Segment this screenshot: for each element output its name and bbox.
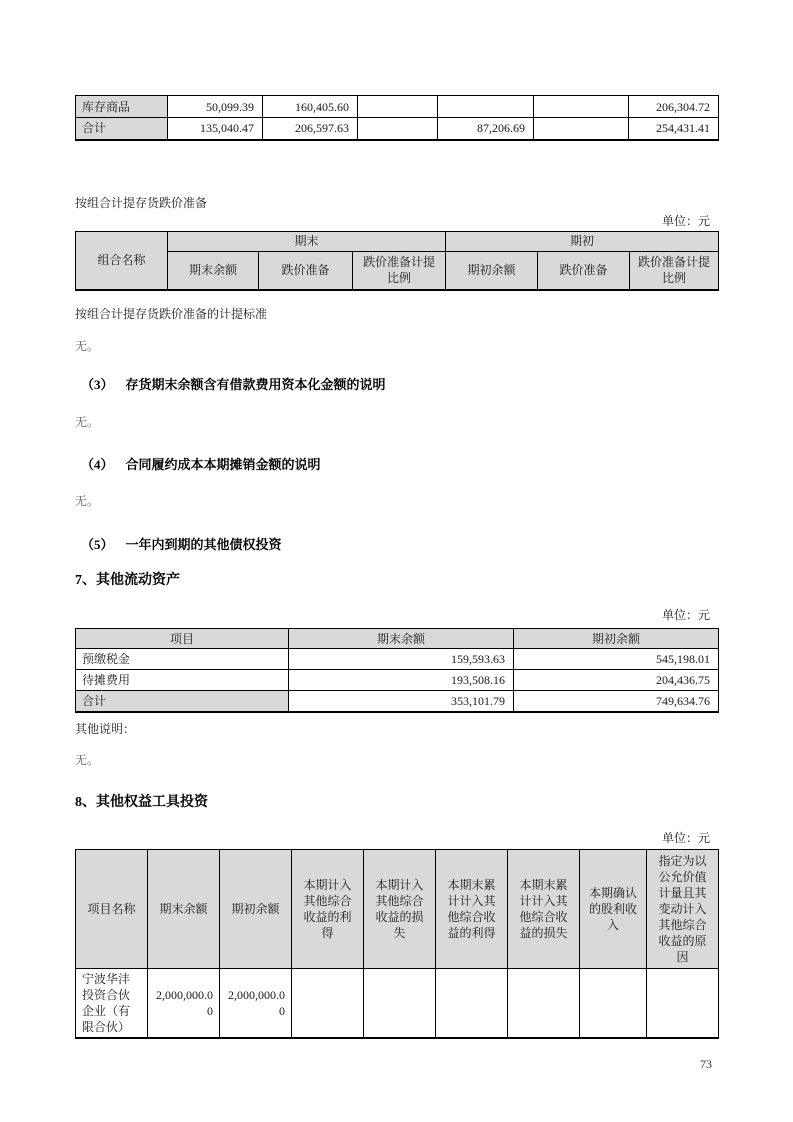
table-header-row — [76, 629, 719, 649]
none-text: 无。 — [75, 415, 100, 429]
column-header: 本期计入其他综合收益的损失 — [364, 850, 436, 969]
column-header: 本期末累计计入其他综合收益的损失 — [508, 850, 580, 969]
column-group-header: 期末 — [168, 231, 446, 251]
row-label: 宁波华沣投资合伙企业（有限合伙） — [76, 969, 148, 1039]
inventory-provision-table — [75, 95, 719, 141]
row-label: 待摊费用 — [76, 670, 289, 691]
table-cell: 135,040.47 — [168, 118, 263, 140]
table-row — [76, 670, 719, 691]
page-content — [0, 95, 793, 1072]
table-cell — [508, 969, 580, 1039]
section-title: 合同履约成本本期摊销金额的说明 — [125, 457, 321, 472]
column-header: 期末余额 — [148, 850, 220, 969]
section-number: （5） — [81, 537, 114, 552]
table-cell: 2,000,000.00 — [148, 969, 220, 1039]
none-text: 无。 — [75, 494, 100, 508]
table-cell: 2,000,000.00 — [220, 969, 292, 1039]
other-current-assets-table — [75, 628, 719, 713]
table-row — [76, 649, 719, 670]
column-header: 组合名称 — [76, 231, 168, 290]
section-heading-3 — [81, 376, 718, 393]
column-header: 期初余额 — [446, 251, 538, 290]
none-text: 无。 — [75, 753, 100, 767]
column-header: 期末余额 — [289, 629, 514, 649]
column-header: 本期确认的股利收入 — [580, 850, 647, 969]
column-header: 跌价准备 — [538, 251, 630, 290]
section-title: 一年内到期的其他债权投资 — [125, 537, 282, 552]
table-row — [76, 969, 719, 1039]
unit-label: 单位：元 — [661, 213, 710, 228]
unit-label: 单位：元 — [661, 608, 710, 622]
table-cell: 206,304.72 — [629, 96, 719, 118]
combo-provision-intro: 按组合计提存货跌价准备 — [75, 195, 208, 210]
other-note-label: 其他说明： — [75, 722, 136, 736]
column-header: 跌价准备计提比例 — [630, 251, 719, 290]
table-cell — [438, 96, 534, 118]
column-header: 跌价准备 — [259, 251, 353, 290]
combo-provision-standard-label: 按组合计提存货跌价准备的计提标准 — [75, 307, 268, 321]
table-cell: 87,206.69 — [438, 118, 534, 140]
table-cell: 193,508.16 — [289, 670, 514, 691]
table-cell: 353,101.79 — [289, 691, 514, 713]
column-header: 期初余额 — [514, 629, 719, 649]
none-text: 无。 — [75, 339, 100, 353]
row-label: 合计 — [76, 118, 168, 140]
table-cell: 160,405.60 — [263, 96, 358, 118]
table-cell — [358, 118, 438, 140]
table-cell — [580, 969, 647, 1039]
row-label: 合计 — [76, 691, 289, 713]
section-number: （3） — [81, 377, 114, 392]
table-cell: 50,099.39 — [168, 96, 263, 118]
section-heading-8: 8、其他权益工具投资 — [75, 795, 208, 810]
column-header: 项目 — [76, 629, 289, 649]
combo-provision-table — [75, 231, 719, 292]
column-header: 本期末累计计入其他综合收益的利得 — [436, 850, 508, 969]
section-number: （4） — [81, 457, 114, 472]
table-row-total — [76, 118, 719, 140]
table-cell: 749,634.76 — [514, 691, 719, 713]
table-row — [76, 96, 719, 118]
unit-label: 单位：元 — [661, 831, 710, 845]
table-cell — [364, 969, 436, 1039]
table-header-row — [76, 850, 719, 969]
other-equity-investments-table — [75, 849, 719, 1039]
table-cell — [436, 969, 508, 1039]
table-cell — [358, 96, 438, 118]
table-cell: 206,597.63 — [263, 118, 358, 140]
table-row-total — [76, 691, 719, 713]
table-cell — [534, 96, 629, 118]
table-cell: 545,198.01 — [514, 649, 719, 670]
column-header: 项目名称 — [76, 850, 148, 969]
column-header: 期末余额 — [168, 251, 259, 290]
section-heading-5 — [81, 536, 718, 553]
column-group-header: 期初 — [446, 231, 719, 251]
column-header: 指定为以公允价值计量且其变动计入其他综合收益的原因 — [647, 850, 719, 969]
row-label: 预缴税金 — [76, 649, 289, 670]
table-cell — [292, 969, 364, 1039]
table-cell: 204,436.75 — [514, 670, 719, 691]
table-cell — [534, 118, 629, 140]
section-heading-4 — [81, 456, 718, 473]
row-label: 库存商品 — [76, 96, 168, 118]
section-heading-7: 7、其他流动资产 — [75, 573, 180, 588]
table-subheader-row — [76, 251, 719, 290]
table-cell: 254,431.41 — [629, 118, 719, 140]
column-header: 跌价准备计提比例 — [353, 251, 446, 290]
table-cell: 159,593.63 — [289, 649, 514, 670]
section-title: 存货期末余额含有借款费用资本化金额的说明 — [125, 377, 386, 392]
page-number: 73 — [700, 1057, 712, 1071]
column-header: 本期计入其他综合收益的利得 — [292, 850, 364, 969]
table-cell — [647, 969, 719, 1039]
table-header-row — [76, 231, 719, 251]
column-header: 期初余额 — [220, 850, 292, 969]
